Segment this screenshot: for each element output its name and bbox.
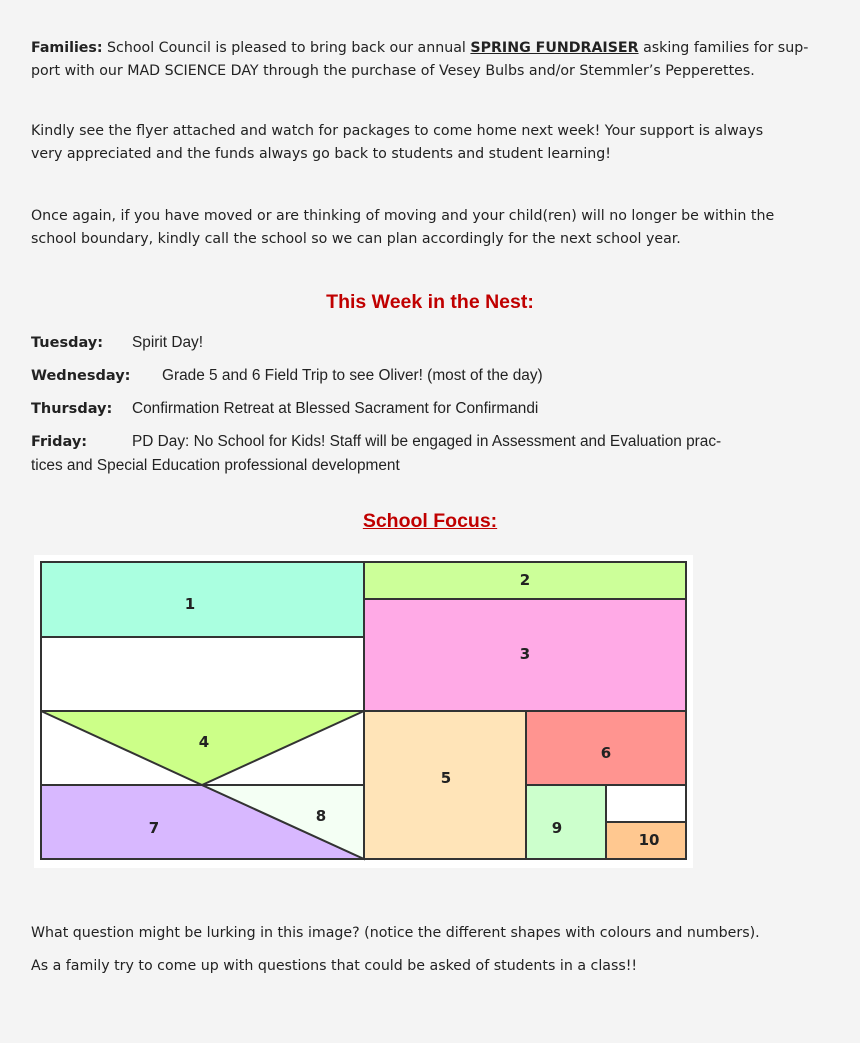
shape-9 <box>526 785 606 859</box>
focus-heading: School Focus: <box>362 510 498 532</box>
closing-paragraph <box>31 922 831 945</box>
boundary-line-1: Once again, if you have moved or are thinking of moving and your child(ren) will no longer be within the <box>31 208 775 224</box>
day-label: Thursday: <box>31 401 113 417</box>
label-9: 9 <box>551 819 563 837</box>
flyer-line-2: very appreciated and the funds always go back to students and student learning! <box>31 146 611 162</box>
label-7: 7 <box>148 819 160 837</box>
label-5: 5 <box>440 769 452 787</box>
label-2: 2 <box>519 571 531 589</box>
label-10: 10 <box>638 831 660 849</box>
fundraiser-text-b: asking families for sup- <box>638 40 809 56</box>
boundary-line-2: school boundary, kindly call the school so we can plan accordingly for the next school year. <box>31 231 681 247</box>
day-text-continued: tices and Special Education professional development <box>31 457 400 474</box>
shape-right-white-cell <box>606 785 686 822</box>
week-heading: This Week in the Nest: <box>326 291 534 313</box>
day-text: Grade 5 and 6 Field Trip to see Oliver! (most of the day) <box>162 367 543 384</box>
day-text: PD Day: No School for Kids! Staff will be engaged in Assessment and Evaluation prac- <box>132 433 722 450</box>
closing-line-1: What question might be lurking in this image? (notice the different shapes with colours and numbers). <box>31 925 760 941</box>
shapes-figure <box>34 555 693 868</box>
fundraiser-paragraph <box>31 37 831 83</box>
schedule-friday <box>31 430 836 478</box>
label-3: 3 <box>519 645 531 663</box>
label-6: 6 <box>600 744 612 762</box>
shape-1 <box>41 562 364 637</box>
closing-line-2: As a family try to come up with questions that could be asked of students in a class!! <box>31 958 638 974</box>
day-label: Wednesday: <box>31 368 131 384</box>
shapes-diagram <box>34 555 693 868</box>
day-text: Spirit Day! <box>132 334 203 351</box>
fundraiser-text-c: port with our MAD SCIENCE DAY through the purchase of Vesey Bulbs and/or Stemmler’s Pepperettes. <box>31 63 755 79</box>
day-label: Friday: <box>31 434 88 450</box>
label-1: 1 <box>184 595 196 613</box>
closing-paragraph-2 <box>31 955 831 978</box>
boundary-paragraph <box>31 205 831 251</box>
schedule-thursday <box>31 397 836 421</box>
flyer-line-1: Kindly see the flyer attached and watch for packages to come home next week! Your support is always <box>31 123 764 139</box>
label-8: 8 <box>315 807 327 825</box>
schedule-tuesday <box>31 331 836 355</box>
families-lead: Families: <box>31 40 103 56</box>
flyer-paragraph <box>31 120 831 166</box>
fundraiser-text-a: School Council is pleased to bring back our annual <box>102 40 471 56</box>
day-label: Tuesday: <box>31 335 104 351</box>
day-text: Confirmation Retreat at Blessed Sacrament for Confirmandi <box>132 400 539 417</box>
shape-left-white-band <box>41 637 364 711</box>
schedule-wednesday <box>31 364 836 388</box>
label-4: 4 <box>198 733 210 751</box>
spring-fundraiser-highlight: SPRING FUNDRAISER <box>470 40 639 56</box>
